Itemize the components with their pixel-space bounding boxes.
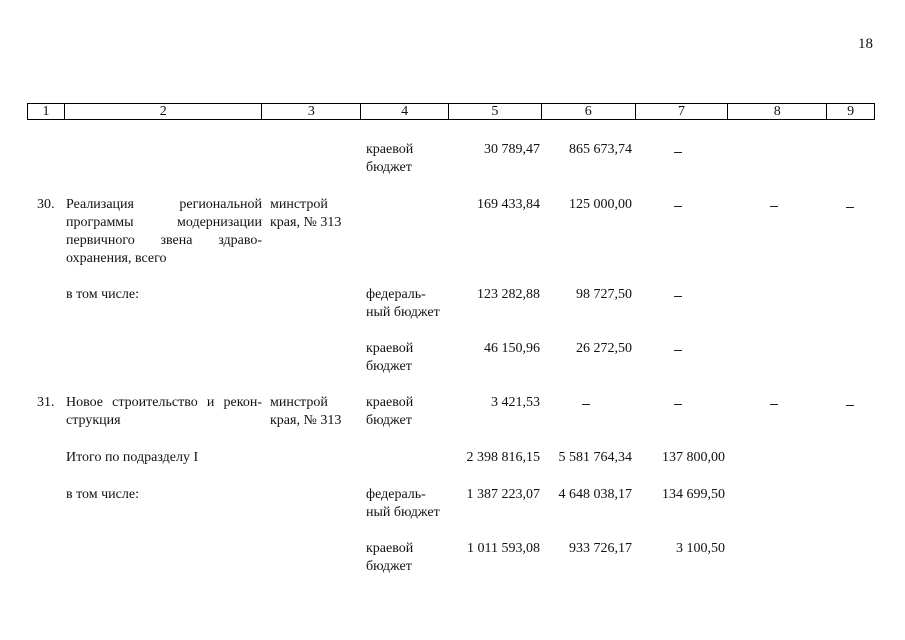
executor xyxy=(270,394,341,430)
header-col-2: 2 xyxy=(65,104,263,119)
value-col-5: 123 282,88 xyxy=(477,287,540,302)
header-col-7: 7 xyxy=(636,104,729,119)
dash-col-7 xyxy=(674,206,682,207)
total-label: Итого по подразделу I xyxy=(66,450,199,465)
item-number: 31. xyxy=(37,395,55,410)
item-name xyxy=(66,196,262,268)
dash-col-8 xyxy=(770,404,778,405)
source-line: краевой xyxy=(366,541,414,556)
table-header-row xyxy=(27,103,875,120)
dash-col-9 xyxy=(846,207,854,208)
item-name xyxy=(66,394,262,430)
item-name-line: Реализация региональной xyxy=(66,197,262,212)
value-col-6: 4 648 038,17 xyxy=(558,487,632,502)
dash-col-7 xyxy=(674,296,682,297)
table-row xyxy=(366,141,413,177)
header-col-5: 5 xyxy=(449,104,542,119)
header-col-1: 1 xyxy=(28,104,65,119)
dash-col-6 xyxy=(582,404,590,405)
source-line: федераль- xyxy=(366,487,426,502)
source-cell xyxy=(366,286,440,322)
value-col-6: 125 000,00 xyxy=(569,197,632,212)
source-line: краевой xyxy=(366,341,414,356)
header-col-9: 9 xyxy=(847,104,855,119)
dash-col-8 xyxy=(770,206,778,207)
source-cell: краевой xyxy=(366,142,414,157)
value-col-5: 169 433,84 xyxy=(477,197,540,212)
source-line: ный бюджет xyxy=(366,505,440,520)
value-col-5: 2 398 816,15 xyxy=(466,450,540,465)
value-col-6: 26 272,50 xyxy=(576,341,632,356)
source-line: бюджет xyxy=(366,359,412,374)
page-number: 18 xyxy=(858,36,873,52)
value-col-6: 5 581 764,34 xyxy=(558,450,632,465)
item-number: 30. xyxy=(37,197,55,212)
value-col-7: 137 800,00 xyxy=(662,450,725,465)
subtotal-label: в том числе: xyxy=(66,487,139,502)
executor-line: минстрой xyxy=(270,395,328,410)
item-name-line: программы модернизации xyxy=(66,215,262,230)
source-line: бюджет xyxy=(366,413,412,428)
value-col-6: 865 673,74 xyxy=(569,142,632,157)
source-line: бюджет xyxy=(366,559,412,574)
source-cell xyxy=(366,394,413,430)
value-col-7: 134 699,50 xyxy=(662,487,725,502)
header-col-3: 3 xyxy=(262,104,361,119)
source-cell-line2: бюджет xyxy=(366,160,412,175)
source-line: краевой xyxy=(366,395,414,410)
dash-col-7 xyxy=(674,152,682,153)
header-col-6: 6 xyxy=(542,104,636,119)
value-col-7: 3 100,50 xyxy=(676,541,725,556)
source-line: ный бюджет xyxy=(366,305,440,320)
item-name-line: струкция xyxy=(66,413,121,428)
value-col-5: 46 150,96 xyxy=(484,341,540,356)
source-cell xyxy=(366,340,413,376)
dash-col-7 xyxy=(674,404,682,405)
value-col-5: 30 789,47 xyxy=(484,142,540,157)
item-name-line: Новое строительство и рекон- xyxy=(66,395,262,410)
executor-line: края, № 313 xyxy=(270,413,342,428)
value-col-6: 933 726,17 xyxy=(569,541,632,556)
source-cell xyxy=(366,486,440,522)
dash-col-7 xyxy=(674,350,682,351)
item-name-line: первичного звена здраво- xyxy=(66,233,262,248)
dash-col-9 xyxy=(846,405,854,406)
value-col-5: 1 011 593,08 xyxy=(467,541,540,556)
header-col-8: 8 xyxy=(728,104,827,119)
executor-line: края, № 313 xyxy=(270,215,342,230)
source-cell xyxy=(366,540,413,576)
subtotal-label: в том числе: xyxy=(66,287,139,302)
value-col-5: 1 387 223,07 xyxy=(466,487,540,502)
executor xyxy=(270,196,341,232)
value-col-6: 98 727,50 xyxy=(576,287,632,302)
source-line: федераль- xyxy=(366,287,426,302)
item-name-line: охранения, всего xyxy=(66,251,167,266)
value-col-5: 3 421,53 xyxy=(491,395,540,410)
executor-line: минстрой xyxy=(270,197,328,212)
header-col-4: 4 xyxy=(361,104,449,119)
